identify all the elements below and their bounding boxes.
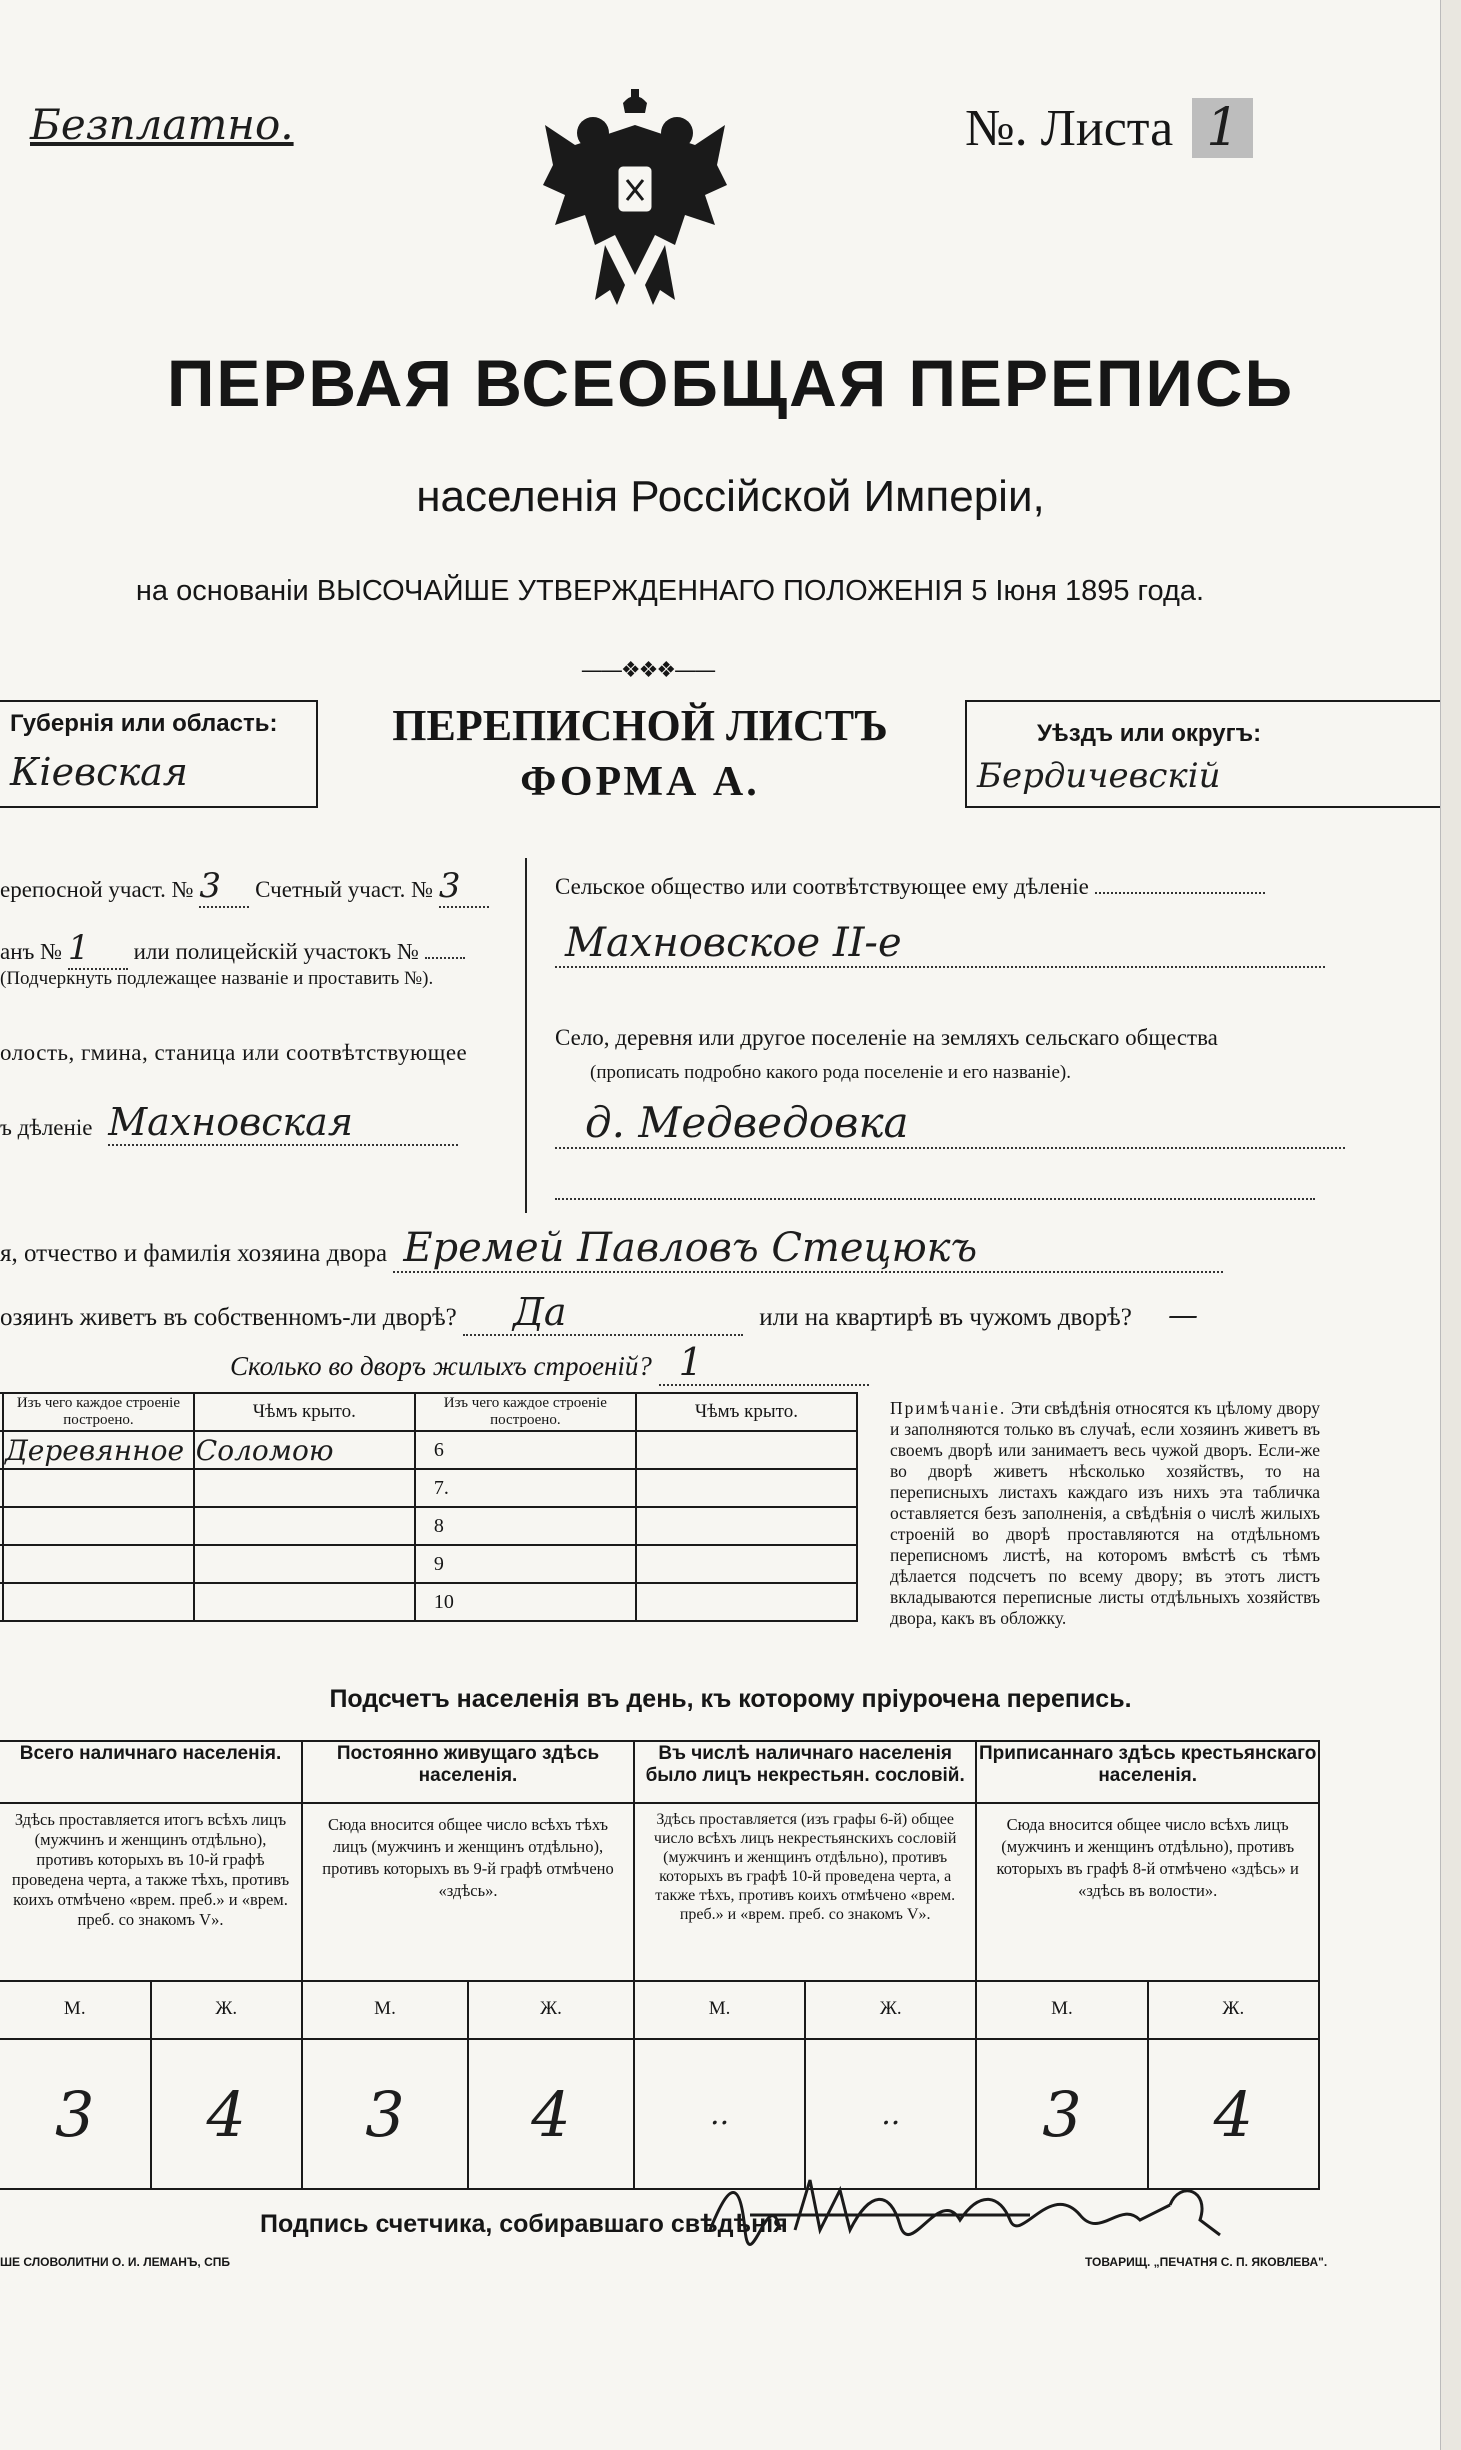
printer-right: ТОВАРИЩ. „ПЕЧАТНЯ С. П. ЯКОВЛЕВА".: [1085, 2255, 1328, 2269]
village-note: (прописать подробно какого рода поселеніе и его названіе).: [590, 1062, 1071, 1083]
group-4-f-value: 4: [1148, 2039, 1319, 2189]
table-row: [0, 1545, 857, 1583]
form-a-label: ФОРМА А.: [520, 759, 760, 805]
group-1-m-label: М.: [0, 1981, 151, 2039]
own-yard-value: Да: [463, 1290, 743, 1336]
table-row: [0, 1469, 857, 1507]
own-yard-label: озяинъ живетъ въ собственномъ-ли дворѣ?: [0, 1304, 457, 1331]
enumerator-signature: [700, 2160, 1260, 2250]
building-6-num: 6: [415, 1431, 636, 1469]
volost-label: олость, гмина, станица или соотвѣтствующее: [0, 1040, 468, 1065]
sheet-title: ПЕРЕПИСНОЙ ЛИСТЪ: [392, 701, 888, 750]
uezd-value: Бердичевскій: [977, 756, 1221, 796]
col-roof-right: Чѣмъ крыто.: [636, 1393, 857, 1431]
printer-left: ШЕ СЛОВОЛИТНИ О. И. ЛЕМАНЪ, СПБ: [0, 2255, 230, 2269]
census-district-label: ерепосной участ. №: [0, 877, 194, 902]
guberniya-box: [0, 700, 318, 808]
note-title: Примѣчаніе.: [890, 1398, 1007, 1418]
owner-name-value: Еремей Павловъ Стецюкъ: [393, 1225, 1223, 1273]
group-2-f-label: Ж.: [468, 1981, 634, 2039]
stan-row: [0, 928, 510, 970]
group-2-m-value: 3: [302, 2039, 468, 2189]
rented-value: —: [1168, 1298, 1199, 1333]
own-yard-row: [0, 1290, 1330, 1336]
building-7-num: 7.: [415, 1469, 636, 1507]
uezd-box: [965, 700, 1461, 808]
buildings-count-row: [230, 1340, 869, 1386]
village-label: Село, деревня или другое поселеніе на земляхъ сельскаго общества: [555, 1025, 1218, 1050]
free-label: Безплатно.: [30, 100, 294, 149]
group-1-head: Всего наличнаго населенія.: [0, 1741, 302, 1803]
building-1-roof: Соломою: [194, 1431, 415, 1469]
note-text: Эти свѣдѣнія относятся къ цѣлому двору и заполняются только въ случаѣ, если хозяинъ живетъ въ своемъ дворѣ или занимаетъ весь чужой дворъ. Если-же во дворѣ живетъ нѣсколько хозяйствъ, то на переписныхъ листахъ каждаго изъ нихъ эта табличка оставляется безъ заполненія, а свѣдѣнія о числѣ жилыхъ строеній во дворѣ проставляются на отдѣльномъ переписномъ листѣ, на которомъ вмѣстѣ съ тѣмъ дѣлается подсчетъ по всему двору; въ этотъ листъ вкладываются переписные листы отдѣльныхъ хозяйствъ двора, какъ въ обложку.: [890, 1398, 1321, 1628]
table-row: [0, 1431, 857, 1469]
village-extra-line: [555, 1198, 1315, 1200]
group-1-f-label: Ж.: [151, 1981, 303, 2039]
page-subtitle: населенія Россійской Имперіи,: [416, 472, 1045, 521]
census-district-value: 3: [199, 866, 249, 908]
note-block: [890, 1398, 1320, 1629]
sheet-number-label: [965, 98, 1253, 158]
group-3-m-value: ..: [634, 2039, 805, 2189]
society-value: Махновское II-е: [555, 920, 1325, 968]
stan-value: 1: [68, 928, 128, 970]
guberniya-label: Губернія или область:: [10, 710, 278, 737]
table-row: [0, 1507, 857, 1545]
owner-name-row: [0, 1225, 1330, 1273]
group-4-m-value: 3: [976, 2039, 1147, 2189]
census-district-row: [0, 866, 510, 908]
page-edge: [1440, 0, 1461, 2450]
group-2-desc: Сюда вносится общее число всѣхъ тѣхъ лицъ (мужчинъ и женщинъ отдѣльно), противъ которыхъ въ 9-й графѣ отмѣчено «здѣсь».: [302, 1803, 634, 1981]
group-3-head: Въ числѣ наличнаго населенія было лицъ некрестьян. сословій.: [634, 1741, 976, 1803]
col-material-right: Изъ чего каждое строеніе построено.: [415, 1393, 636, 1431]
group-4-f-label: Ж.: [1148, 1981, 1319, 2039]
group-2-f-value: 4: [468, 2039, 634, 2189]
society-label: Сельское общество или соотвѣтствующее ему дѣленіе: [555, 874, 1089, 899]
guberniya-value: Кіевская: [10, 750, 188, 794]
col-roof-left: Чѣмъ крыто.: [194, 1393, 415, 1431]
village-value: д. Медведовка: [555, 1098, 1345, 1149]
table-row: [0, 1583, 857, 1621]
volost-row: [0, 1100, 510, 1146]
rented-label: или на квартирѣ въ чужомъ дворѣ?: [759, 1304, 1132, 1331]
building-1-material: Деревянное: [3, 1431, 194, 1469]
counting-district-value: 3: [439, 866, 489, 908]
double-headed-eagle-emblem: [535, 85, 735, 315]
count-title: Подсчетъ населенія въ день, къ которому пріурочена перепись.: [329, 1685, 1132, 1713]
group-3-f-label: Ж.: [805, 1981, 976, 2039]
group-1-desc: Здѣсь проставляется итогъ всѣхъ лицъ (мужчинъ и женщинъ отдѣльно), противъ которыхъ въ 10-й графѣ проведена черта, а также тѣхъ, противъ коихъ отмѣчено «врем. преб.» и «врем. преб. со знакомъ V».: [0, 1803, 302, 1981]
group-1-f-value: 4: [151, 2039, 303, 2189]
counting-district-label: Счетный участ. №: [255, 877, 434, 902]
police-note: (Подчеркнуть подлежащее названіе и проставить №).: [0, 968, 434, 989]
stan-label: анъ №: [0, 939, 63, 964]
police-label: или полицейскій участокъ №: [133, 939, 419, 964]
building-9-num: 9: [415, 1545, 636, 1583]
volost-label-2: ъ дѣленіе: [0, 1115, 93, 1140]
group-2-head: Постоянно живущаго здѣсь населенія.: [302, 1741, 634, 1803]
group-4-head: Приписаннаго здѣсь крестьянскаго населенія.: [976, 1741, 1319, 1803]
page-title: ПЕРВАЯ ВСЕОБЩАЯ ПЕРЕПИСЬ: [166, 346, 1295, 420]
volost-value: Махновская: [108, 1100, 458, 1146]
society-row: [555, 874, 1315, 900]
group-3-m-label: М.: [634, 1981, 805, 2039]
ornament-divider: ——❖❖❖——: [580, 658, 715, 683]
buildings-table: [0, 1392, 858, 1622]
group-2-m-label: М.: [302, 1981, 468, 2039]
group-1-m-value: 3: [0, 2039, 151, 2189]
group-3-f-value: ..: [805, 2039, 976, 2189]
signature-label: Подпись счетчика, собиравшаго свѣдѣнія: [260, 2210, 788, 2238]
uezd-label: Уѣздъ или округъ:: [1037, 720, 1262, 747]
owner-name-label: я, отчество и фамилія хозяина двора: [0, 1240, 388, 1267]
sheet-number-value: 1: [1192, 98, 1253, 158]
building-10-num: 10: [415, 1583, 636, 1621]
legal-basis: на основаніи ВЫСОЧАЙШЕ УТВЕРЖДЕННАГО ПОЛОЖЕНІЯ 5 Іюня 1895 года.: [135, 575, 1205, 607]
column-divider: [525, 858, 527, 1213]
col-material-left: Изъ чего каждое строеніе построено.: [3, 1393, 194, 1431]
population-count-table: [0, 1740, 1320, 2190]
building-8-num: 8: [415, 1507, 636, 1545]
group-4-desc: Сюда вносится общее число всѣхъ лицъ (мужчинъ и женщинъ отдѣльно), противъ которыхъ въ графѣ 8-й отмѣчено «здѣсь» и «здѣсь въ волости».: [976, 1803, 1319, 1981]
buildings-count-label: Сколько во дворъ жилыхъ строеній?: [230, 1351, 652, 1381]
sheet-number-text: №. Листа: [965, 100, 1174, 157]
group-4-m-label: М.: [976, 1981, 1147, 2039]
group-3-desc: Здѣсь проставляется (изъ графы 6-й) общее число всѣхъ лицъ некрестьянскихъ сословій (мужчинъ и женщинъ отдѣльно), противъ которыхъ въ графѣ 10-й проведена черта, а также тѣхъ, противъ коихъ отмѣчено «врем. преб.» и «врем. преб. со знакомъ V».: [634, 1803, 976, 1981]
buildings-count-value: 1: [659, 1340, 869, 1386]
